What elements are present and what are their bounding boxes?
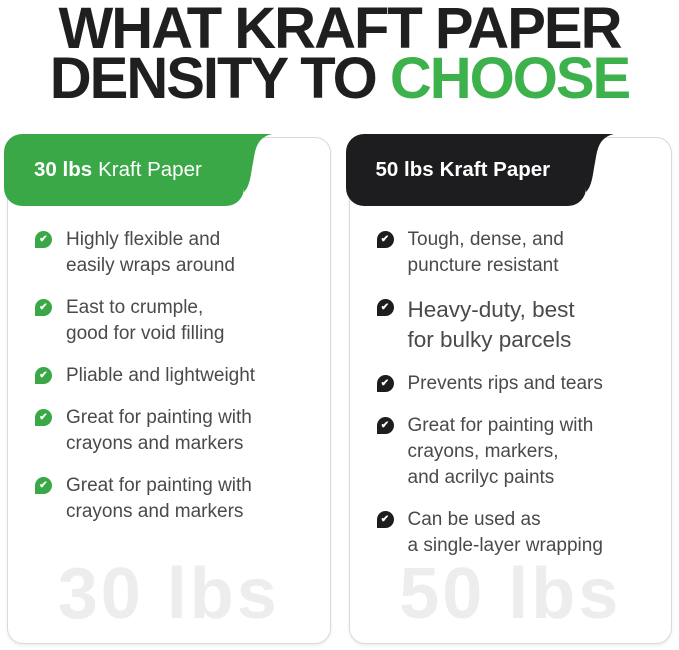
feature-item [377, 227, 662, 279]
check-icon: ✔ [377, 375, 394, 392]
feature-text: Highly flexible and easily wraps around [66, 229, 235, 276]
check-icon: ✔ [377, 231, 394, 248]
feature-text: Prevents rips and tears [407, 373, 603, 394]
check-icon: ✔ [377, 511, 394, 528]
feature-item [377, 371, 662, 397]
card-50lbs [349, 137, 673, 644]
feature-item [377, 413, 662, 491]
weight-label: 50 lbs [375, 158, 434, 181]
tab-flare-shape [244, 134, 272, 192]
feature-text: Heavy-duty, best for bulky parcels [407, 297, 575, 352]
card-50lbs-header-tab [346, 134, 586, 206]
feature-text: Tough, dense, and puncture resistant [407, 229, 564, 276]
feature-item [35, 363, 320, 389]
feature-item [35, 295, 320, 347]
title-line1: WHAT KRAFT PAPER [58, 0, 621, 61]
feature-text: Can be used as a single-layer wrapping [407, 509, 603, 556]
feature-text: Pliable and lightweight [66, 365, 256, 386]
check-icon: ✔ [35, 231, 52, 248]
feature-item [35, 405, 320, 457]
comparison-cards [0, 137, 679, 644]
page-title [0, 0, 679, 111]
title-line2-dark: DENSITY TO [49, 46, 376, 111]
weight-label: 30 lbs [34, 158, 93, 181]
feature-item [35, 473, 320, 525]
title-highlight: CHOOSE [389, 46, 630, 111]
watermark-50lbs: 50 lbs [399, 554, 622, 634]
product-label: Kraft Paper [98, 158, 202, 181]
check-icon: ✔ [35, 299, 52, 316]
feature-item [377, 507, 662, 559]
tab-flare-shape [586, 134, 614, 192]
watermark-30lbs: 30 lbs [57, 554, 280, 634]
card-30lbs [7, 137, 331, 644]
feature-text: Great for painting with crayons and markers [66, 407, 252, 454]
check-icon: ✔ [377, 299, 394, 316]
product-label: Kraft Paper [439, 158, 551, 181]
feature-text: East to crumple, good for void filling [66, 297, 225, 344]
check-icon: ✔ [35, 409, 52, 426]
card-30lbs-header-tab [4, 134, 244, 206]
feature-item [35, 227, 320, 279]
feature-text: Great for painting with crayons and markers [66, 475, 252, 522]
check-icon: ✔ [35, 367, 52, 384]
feature-item [377, 295, 662, 355]
check-icon: ✔ [377, 417, 394, 434]
feature-text: Great for painting with crayons, markers, and acrilyc paints [407, 415, 594, 488]
check-icon: ✔ [35, 477, 52, 494]
